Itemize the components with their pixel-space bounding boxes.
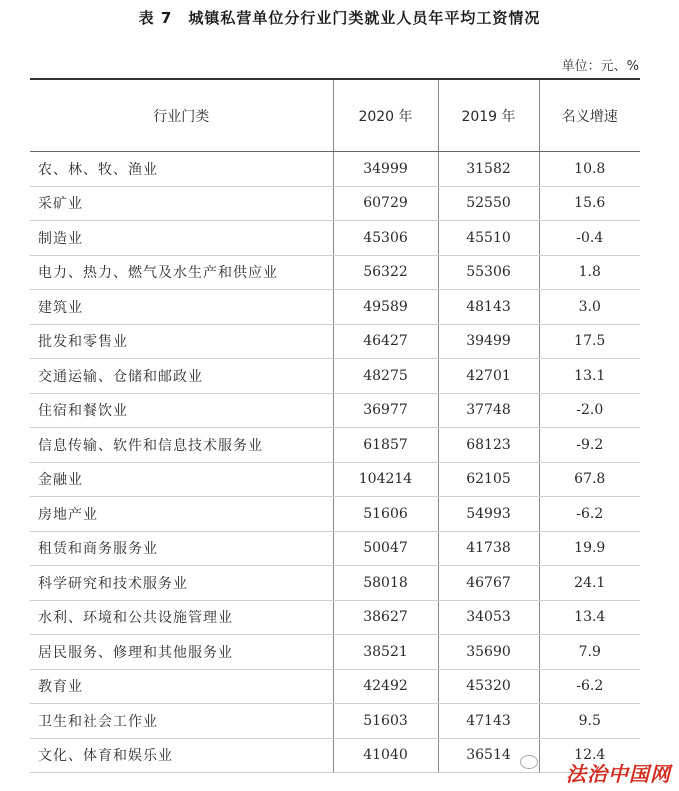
table-row <box>30 186 640 221</box>
table-title: 表 7 城镇私营单位分行业门类就业人员年平均工资情况 <box>138 9 541 27</box>
cell-2020: 48275 <box>333 359 438 394</box>
cell-industry: 信息传输、软件和信息技术服务业 <box>30 428 333 463</box>
table-row <box>30 428 640 463</box>
cell-2020: 38521 <box>333 635 438 670</box>
cell-growth: 24.1 <box>539 566 640 601</box>
cell-growth: -6.2 <box>539 497 640 532</box>
cell-2019: 48143 <box>438 290 539 325</box>
cell-2019: 35690 <box>438 635 539 670</box>
cell-2020: 58018 <box>333 566 438 601</box>
cell-2020: 61857 <box>333 428 438 463</box>
cell-2020: 56322 <box>333 255 438 290</box>
cell-industry: 住宿和餐饮业 <box>30 393 333 428</box>
cell-industry: 科学研究和技术服务业 <box>30 566 333 601</box>
header-growth: 名义增速 <box>539 79 640 152</box>
cell-2019: 68123 <box>438 428 539 463</box>
table-row <box>30 221 640 256</box>
cell-2019: 46767 <box>438 566 539 601</box>
table-row <box>30 566 640 601</box>
cell-industry: 水利、环境和公共设施管理业 <box>30 600 333 635</box>
cell-2020: 51603 <box>333 704 438 739</box>
cell-2020: 46427 <box>333 324 438 359</box>
cell-2019: 41738 <box>438 531 539 566</box>
cell-growth: 3.0 <box>539 290 640 325</box>
wechat-icon <box>520 755 538 769</box>
cell-growth: 7.9 <box>539 635 640 670</box>
cell-2019: 45510 <box>438 221 539 256</box>
cell-growth: 12.4 <box>539 738 640 773</box>
cell-industry: 房地产业 <box>30 497 333 532</box>
cell-2019: 54993 <box>438 497 539 532</box>
cell-growth: -9.2 <box>539 428 640 463</box>
table-row <box>30 738 640 773</box>
table-header-row <box>30 79 640 152</box>
cell-industry: 制造业 <box>30 221 333 256</box>
cell-industry: 批发和零售业 <box>30 324 333 359</box>
cell-2019: 55306 <box>438 255 539 290</box>
cell-growth: 15.6 <box>539 186 640 221</box>
cell-growth: 17.5 <box>539 324 640 359</box>
cell-growth: -0.4 <box>539 221 640 256</box>
cell-growth: -2.0 <box>539 393 640 428</box>
cell-industry: 交通运输、仓储和邮政业 <box>30 359 333 394</box>
cell-industry: 电力、热力、燃气及水生产和供应业 <box>30 255 333 290</box>
cell-growth: 67.8 <box>539 462 640 497</box>
cell-2020: 41040 <box>333 738 438 773</box>
cell-2019: 34053 <box>438 600 539 635</box>
cell-industry: 居民服务、修理和其他服务业 <box>30 635 333 670</box>
cell-growth: 13.1 <box>539 359 640 394</box>
cell-industry: 农、林、牧、渔业 <box>30 152 333 187</box>
cell-2020: 34999 <box>333 152 438 187</box>
table-row <box>30 255 640 290</box>
cell-2019: 62105 <box>438 462 539 497</box>
cell-2020: 38627 <box>333 600 438 635</box>
wage-table <box>30 78 640 773</box>
table-row <box>30 359 640 394</box>
cell-2019: 36514 <box>438 738 539 773</box>
cell-industry: 建筑业 <box>30 290 333 325</box>
cell-industry: 卫生和社会工作业 <box>30 704 333 739</box>
table-row <box>30 600 640 635</box>
cell-industry: 教育业 <box>30 669 333 704</box>
cell-2020: 42492 <box>333 669 438 704</box>
cell-growth: 19.9 <box>539 531 640 566</box>
cell-2020: 51606 <box>333 497 438 532</box>
cell-growth: -6.2 <box>539 669 640 704</box>
table-row <box>30 393 640 428</box>
cell-industry: 租赁和商务服务业 <box>30 531 333 566</box>
table-row <box>30 704 640 739</box>
cell-2020: 104214 <box>333 462 438 497</box>
header-industry: 行业门类 <box>30 79 333 152</box>
cell-2020: 50047 <box>333 531 438 566</box>
header-2019: 2019 年 <box>438 79 539 152</box>
cell-2020: 60729 <box>333 186 438 221</box>
cell-2019: 47143 <box>438 704 539 739</box>
cell-growth: 1.8 <box>539 255 640 290</box>
cell-growth: 10.8 <box>539 152 640 187</box>
cell-2019: 45320 <box>438 669 539 704</box>
watermark-logo: 法治中国网 <box>566 762 671 786</box>
table-row <box>30 290 640 325</box>
cell-industry: 金融业 <box>30 462 333 497</box>
cell-2019: 52550 <box>438 186 539 221</box>
cell-2019: 37748 <box>438 393 539 428</box>
table-row <box>30 531 640 566</box>
table-row <box>30 497 640 532</box>
unit-label: 单位：元、% <box>561 59 639 74</box>
cell-2019: 42701 <box>438 359 539 394</box>
cell-2020: 45306 <box>333 221 438 256</box>
cell-growth: 13.4 <box>539 600 640 635</box>
table-row <box>30 462 640 497</box>
table-row <box>30 669 640 704</box>
cell-2019: 39499 <box>438 324 539 359</box>
cell-2019: 31582 <box>438 152 539 187</box>
cell-growth: 9.5 <box>539 704 640 739</box>
table-row <box>30 635 640 670</box>
table-row <box>30 324 640 359</box>
header-2020: 2020 年 <box>333 79 438 152</box>
cell-industry: 文化、体育和娱乐业 <box>30 738 333 773</box>
table-row <box>30 152 640 187</box>
cell-2020: 36977 <box>333 393 438 428</box>
cell-2020: 49589 <box>333 290 438 325</box>
cell-industry: 采矿业 <box>30 186 333 221</box>
